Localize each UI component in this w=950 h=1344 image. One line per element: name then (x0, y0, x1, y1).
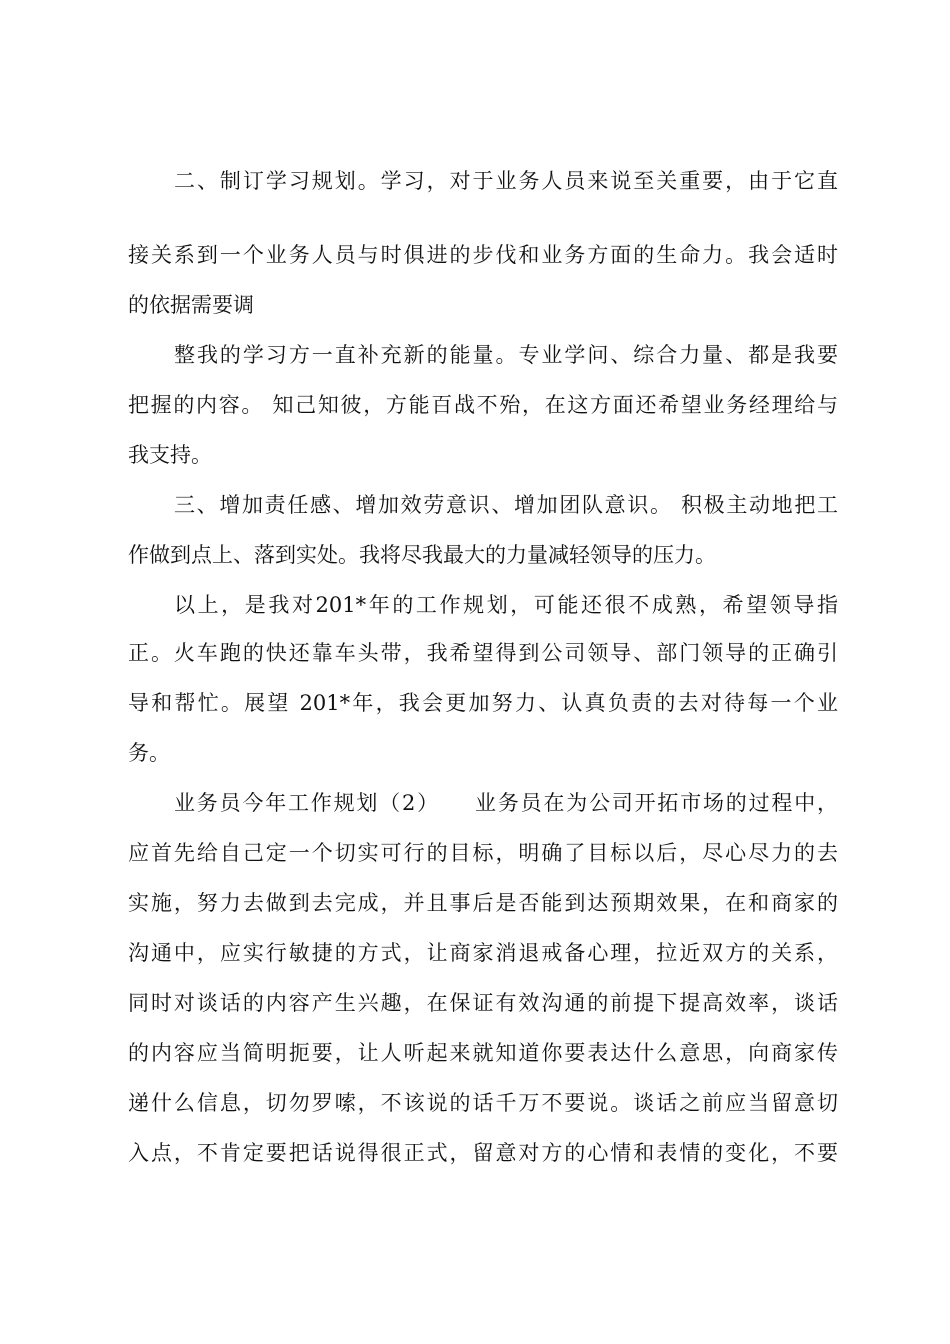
paragraph-line: 以上，是我对201*年的工作规划，可能还很不成熟，希望领导指 (174, 593, 838, 617)
paragraph-line: 作做到点上、落到实处。我将尽我最大的力量减轻领导的压力。 (128, 543, 716, 567)
paragraph-line: 三、增加责任感、增加效劳意识、增加团队意识。 积极主动地把工 (174, 493, 838, 517)
paragraph-line: 沟通中，应实行敏捷的方式，让商家消退戒备心理，拉近双方的关系， (128, 941, 838, 965)
paragraph-line: 务。 (128, 741, 170, 765)
paragraph-line: 接关系到一个业务人员与时俱进的步伐和业务方面的生命力。我会适时 (128, 243, 838, 267)
paragraph-line: 应首先给自己定一个切实可行的目标，明确了目标以后，尽心尽力的去 (128, 841, 838, 865)
paragraph-line: 入点，不肯定要把话说得很正式，留意对方的心情和表情的变化，不要 (128, 1141, 838, 1165)
paragraph-line: 正。火车跑的快还靠车头带，我希望得到公司领导、部门领导的正确引 (128, 641, 838, 665)
paragraph-line: 整我的学习方一直补充新的能量。专业学问、综合力量、都是我要 (174, 343, 838, 367)
paragraph-line: 我支持。 (128, 443, 212, 467)
paragraph-line: 实施，努力去做到去完成，并且事后是否能到达预期效果，在和商家的 (128, 891, 838, 915)
paragraph-line: 的依据需要调 (128, 293, 254, 317)
paragraph-line: 导和帮忙。展望 201*年，我会更加努力、认真负责的去对待每一个业 (128, 691, 838, 715)
paragraph-line: 把握的内容。 知己知彼，方能百战不殆，在这方面还希望业务经理给与 (128, 393, 838, 417)
paragraph-line: 业务员今年工作规划（2） 业务员在为公司开拓市场的过程中， (174, 791, 838, 815)
paragraph-line: 递什么信息，切勿罗嗦，不该说的话千万不要说。谈话之前应当留意切 (128, 1091, 838, 1115)
paragraph-line: 的内容应当简明扼要，让人听起来就知道你要表达什么意思，向商家传 (128, 1041, 838, 1065)
paragraph-line: 二、制订学习规划。学习，对于业务人员来说至关重要，由于它直 (174, 169, 838, 193)
paragraph-line: 同时对谈话的内容产生兴趣，在保证有效沟通的前提下提高效率，谈话 (128, 991, 838, 1015)
